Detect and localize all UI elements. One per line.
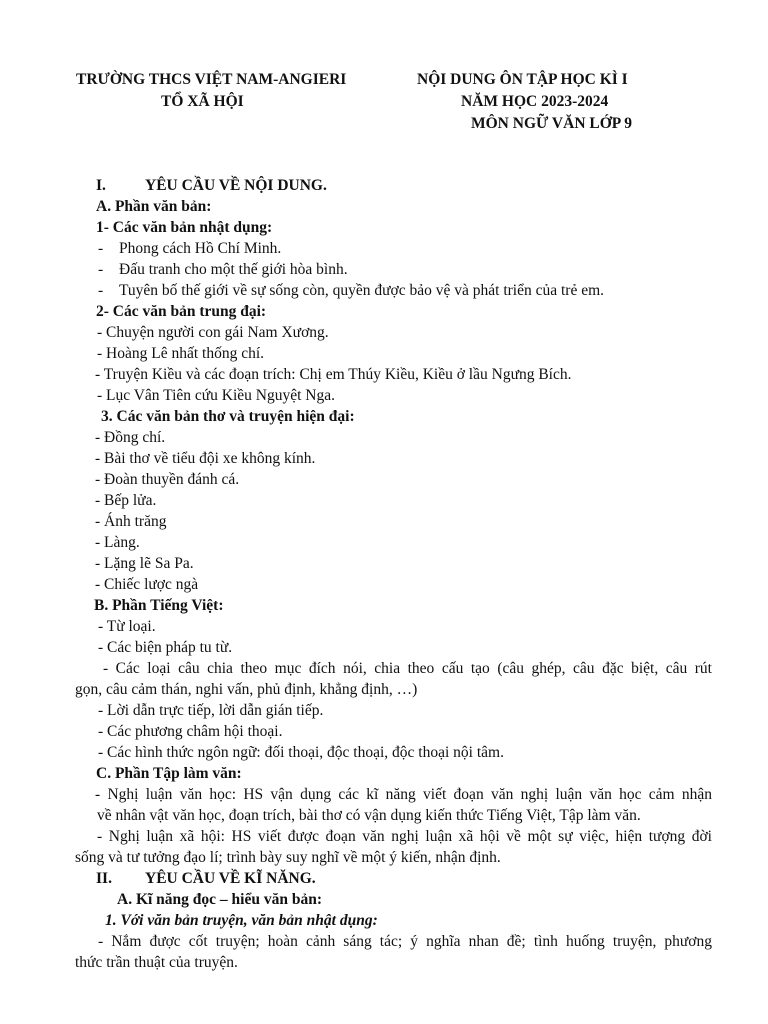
- list-item: - Các hình thức ngôn ngữ: đối thoại, độc thoại, độc thoại nội tâm.: [98, 744, 504, 761]
- paragraph-line: sống và tư tưởng đạo lí; trình bày suy nghĩ về một ý kiến, nhận định.: [75, 849, 501, 866]
- list-item: Đấu tranh cho một thế giới hòa bình.: [119, 261, 348, 278]
- list-item: - Chiếc lược ngà: [95, 576, 199, 593]
- list-bullet: -: [98, 282, 104, 299]
- section-2-title: YÊU CẦU VỀ KĨ NĂNG.: [145, 870, 316, 887]
- paragraph-line: - Nghị luận xã hội: HS viết được đoạn văn nghị luận xã hội về một sự việc, hiện tượng đời: [97, 828, 712, 845]
- list-item: - Lời dẫn trực tiếp, lời dẫn gián tiếp.: [98, 702, 324, 719]
- list-item: - Bài thơ về tiểu đội xe không kính.: [95, 450, 316, 467]
- list-item: - Hoàng Lê nhất thống chí.: [97, 345, 265, 362]
- subsection-3-title: 3. Các văn bản thơ và truyện hiện đại:: [101, 408, 355, 425]
- paragraph-line: - Nghị luận văn học: HS vận dụng các kĩ năng viết đoạn văn nghị luận văn học cảm nhận: [95, 786, 712, 803]
- department-name: TỔ XÃ HỘI: [161, 93, 244, 110]
- school-name: TRƯỜNG THCS VIỆT NAM-ANGIERI: [76, 71, 347, 88]
- skill-1-title: 1. Với văn bản truyện, văn bản nhật dụng:: [105, 912, 378, 929]
- list-item: - Đoàn thuyền đánh cá.: [95, 471, 240, 488]
- list-item: - Lục Vân Tiên cứu Kiều Nguyệt Nga.: [97, 387, 335, 404]
- list-item: - Làng.: [95, 534, 140, 551]
- list-item: - Lặng lẽ Sa Pa.: [95, 555, 194, 572]
- list-item: - Từ loại.: [98, 618, 156, 635]
- section-1-number: I.: [96, 177, 106, 194]
- school-year: NĂM HỌC 2023-2024: [461, 93, 609, 110]
- paragraph-line: thức trần thuật của truyện.: [75, 954, 238, 971]
- list-item: - Ánh trăng: [95, 513, 167, 530]
- list-item: Tuyên bố thế giới về sự sống còn, quyền được bảo vệ và phát triển của trẻ em.: [119, 282, 605, 299]
- list-bullet: -: [98, 240, 104, 257]
- part-b-title: B. Phần Tiếng Việt:: [94, 597, 224, 614]
- section-2-number: II.: [96, 870, 112, 887]
- list-bullet: -: [98, 261, 104, 278]
- part-c-title: C. Phần Tập làm văn:: [96, 765, 242, 782]
- paragraph-line: về nhân vật văn học, đoạn trích, bài thơ có vận dụng kiến thức Tiếng Việt, Tập làm văn.: [97, 807, 641, 824]
- list-item: Phong cách Hồ Chí Minh.: [119, 240, 282, 257]
- list-item: - Truyện Kiều và các đoạn trích: Chị em Thúy Kiều, Kiều ở lầu Ngưng Bích.: [95, 366, 572, 383]
- subject-title: MÔN NGỮ VĂN LỚP 9: [471, 115, 633, 132]
- list-item: - Các biện pháp tu từ.: [98, 639, 233, 656]
- list-item: - Chuyện người con gái Nam Xương.: [97, 324, 329, 341]
- subsection-2-title: 2- Các văn bản trung đại:: [96, 303, 267, 320]
- list-item: - Các phương châm hội thoại.: [98, 723, 283, 740]
- list-item: - Đồng chí.: [95, 429, 166, 446]
- paragraph-line: gọn, câu cảm thán, nghi vấn, phủ định, khẳng định, …): [75, 681, 418, 698]
- paragraph-line: - Nắm được cốt truyện; hoàn cảnh sáng tác; ý nghĩa nhan đề; tình huống truyện, phương: [98, 933, 712, 950]
- section-1-title: YÊU CẦU VỀ NỘI DUNG.: [145, 177, 327, 194]
- subsection-1-title: 1- Các văn bản nhật dụng:: [96, 219, 273, 236]
- document-title: NỘI DUNG ÔN TẬP HỌC KÌ I: [417, 71, 628, 88]
- paragraph-line: - Các loại câu chia theo mục đích nói, chia theo cấu tạo (câu ghép, câu đặc biệt, câu rút: [103, 660, 712, 677]
- skill-a-title: A. Kĩ năng đọc – hiểu văn bản:: [117, 891, 322, 908]
- list-item: - Bếp lửa.: [95, 492, 157, 509]
- part-a-title: A. Phần văn bản:: [96, 198, 212, 215]
